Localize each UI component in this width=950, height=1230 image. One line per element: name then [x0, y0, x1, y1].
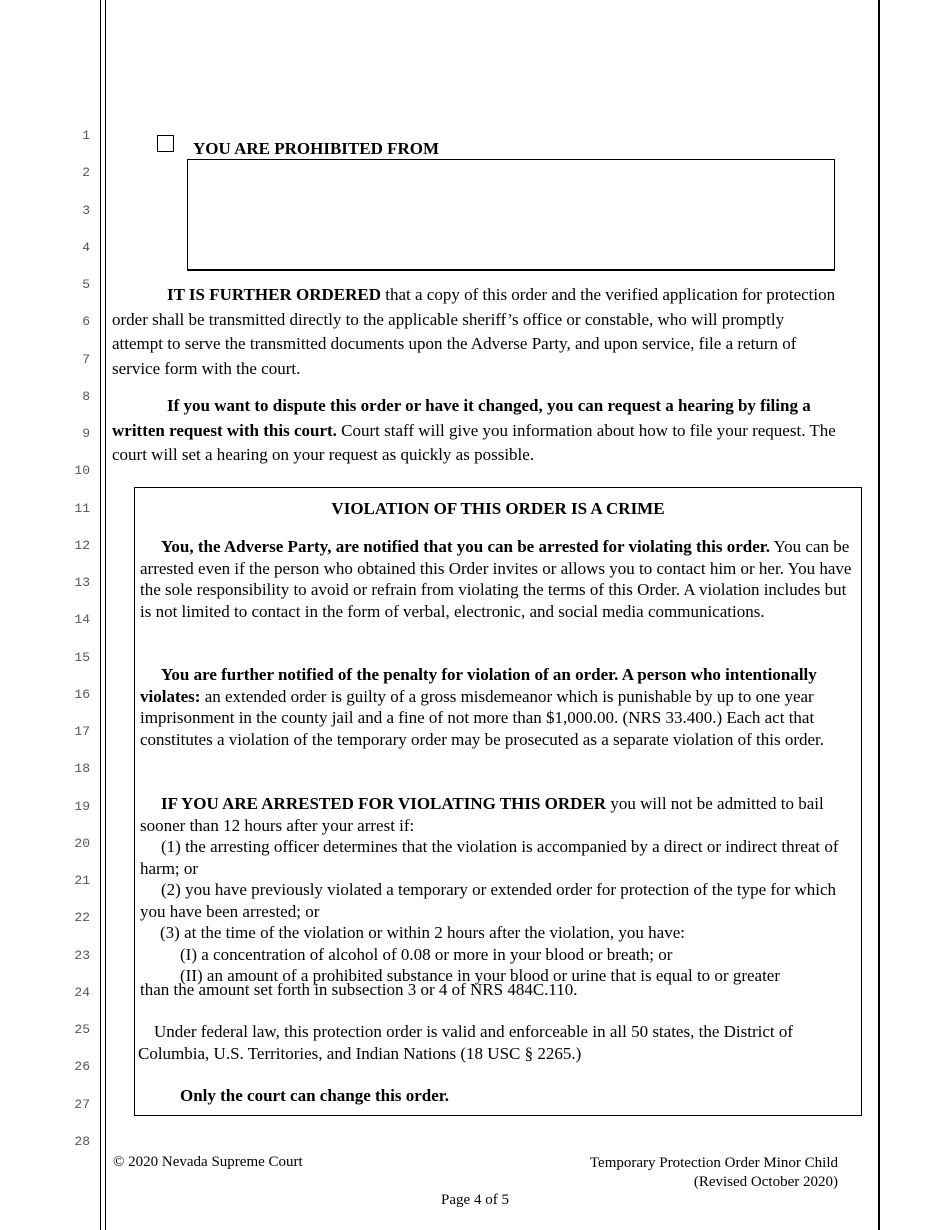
further-ordered-text: that a copy of this order and the verified application for protection order shall be transmitted directly to the applicable sheriff’s office or constable, who will promptly attempt to serve the transmitted documents upon the Adverse Party, and upon service, file a return of service form with the court. [112, 285, 836, 378]
line-number: 4 [82, 239, 90, 255]
line-number: 9 [82, 426, 90, 441]
line-number: 23 [74, 947, 90, 963]
bail-condition-3-substance: (II) an amount of a prohibited substance in your blood or urine that is equal to or greater [180, 966, 781, 985]
footer-copyright: © 2020 Nevada Supreme Court [113, 1154, 303, 1170]
line-number: 18 [74, 761, 90, 777]
footer-revised: (Revised October 2020) [693, 1174, 838, 1190]
arrest-notice-lead: You, the Adverse Party, are notified that you can be arrested for violating this order. [161, 537, 770, 556]
line-number: 6 [82, 314, 90, 330]
bail-paragraph [140, 793, 860, 836]
line-number: 22 [74, 910, 90, 926]
line-number: 1 [82, 128, 90, 143]
violation-title: VIOLATION OF THIS ORDER IS A CRIME [331, 499, 665, 518]
penalty-lead: You are further notified of the penalty for violation of an order. A person who intentionally violates: [140, 665, 817, 706]
prohibited-text-field[interactable] [187, 159, 835, 271]
dispute-paragraph [112, 394, 837, 468]
line-number: 17 [74, 724, 90, 739]
arrest-notice-paragraph [140, 536, 860, 622]
line-number: 28 [74, 1133, 90, 1149]
line-number: 3 [82, 202, 90, 218]
line-number: 20 [74, 835, 90, 851]
dispute-lead: If you want to dispute this order or have it changed, you can request a hearing by filing a written request with this court. [112, 396, 811, 440]
line-number: 13 [74, 575, 90, 590]
line-number: 12 [74, 537, 90, 553]
bail-condition-1: (1) the arresting officer determines that the violation is accompanied by a direct or indirect threat of harm; or [140, 837, 839, 878]
further-ordered-lead: IT IS FURTHER ORDERED [167, 285, 381, 304]
violation-notice-box [134, 487, 862, 1116]
only-court-notice: Only the court can change this order. [180, 1086, 450, 1105]
bail-lead: IF YOU ARE ARRESTED FOR VIOLATING THIS ORDER [161, 794, 607, 813]
line-number: 27 [74, 1096, 90, 1112]
bail-condition-3-alcohol: (I) a concentration of alcohol of 0.08 or more in your blood or breath; or [180, 945, 673, 964]
footer-page-number: Page 4 of 5 [441, 1192, 509, 1208]
right-margin-rule [878, 0, 880, 1230]
bail-condition-3: (3) at the time of the violation or within 2 hours after the violation, you have: [160, 923, 685, 942]
bail-condition-2: (2) you have previously violated a temporary or extended order for protection of the type for which you have been arrested; or [140, 880, 837, 921]
line-number: 8 [82, 388, 90, 404]
left-margin-rule-inner [105, 0, 106, 1230]
prohibited-label: YOU ARE PROHIBITED FROM [193, 139, 440, 158]
line-number: 16 [74, 686, 90, 702]
line-number: 24 [74, 984, 90, 1000]
line-number: 19 [74, 798, 90, 814]
further-ordered-paragraph [112, 283, 837, 381]
footer-form-title: Temporary Protection Order Minor Child [589, 1155, 838, 1171]
line-number: 2 [82, 165, 90, 181]
line-number: 7 [82, 351, 90, 367]
line-number: 11 [74, 500, 90, 516]
penalty-text: an extended order is guilty of a gross misdemeanor which is punishable by up to one year imprisonment in the county jail and a fine of not more than $1,000.00. (NRS 33.400.) Each act that constitutes a violation of the temporary order may be prosecuted as a separate violation of this order. [140, 686, 825, 749]
footer-form-info [590, 1154, 838, 1192]
penalty-paragraph [140, 664, 860, 750]
dispute-text: Court staff will give you information about how to file your request. The court will set a hearing on your request as quickly as possible. [112, 420, 836, 464]
line-number: 21 [74, 873, 90, 888]
arrest-notice-text: You can be arrested even if the person who obtained this Order invites or allows you to contact him or her. You have the sole responsibility to avoid or refrain from violating the terms of this Order. A violation includes but is not limited to contact in the form of verbal, electronic, and social media communications. [140, 537, 852, 621]
prohibited-checkbox[interactable] [157, 135, 174, 152]
line-number: 10 [74, 463, 90, 479]
left-margin-rule-outer [100, 0, 101, 1230]
line-number: 14 [74, 612, 90, 628]
bail-condition-3-substance-continued: than the amount set forth in subsection 3 or 4 of NRS 484C.110. [140, 980, 578, 999]
bail-text: you will not be admitted to bail sooner than 12 hours after your arrest if: [140, 794, 824, 835]
line-number: 26 [74, 1059, 90, 1075]
line-number: 15 [74, 649, 90, 665]
line-number: 25 [74, 1022, 90, 1037]
line-number: 5 [82, 277, 90, 292]
federal-law-paragraph: Under federal law, this protection order is valid and enforceable in all 50 states, the District of Columbia, U.S. Territories, and Indian Nations (18 USC § 2265.) [138, 1022, 794, 1063]
